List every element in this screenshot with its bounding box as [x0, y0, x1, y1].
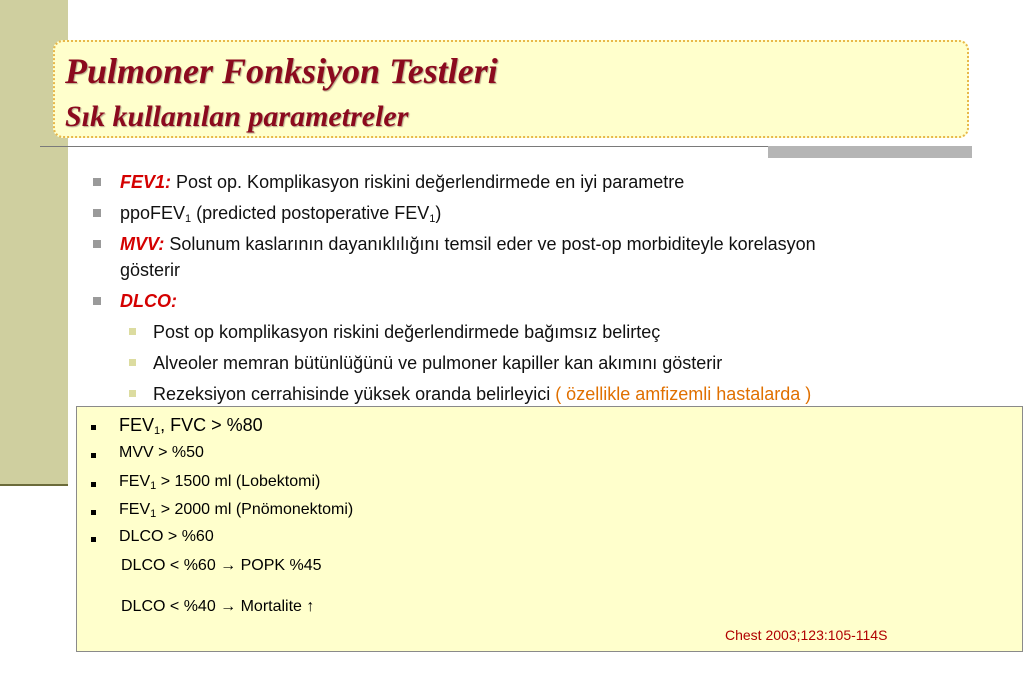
criteria-bullet-icon — [91, 510, 96, 515]
ppo-sub2: 1 — [429, 213, 436, 225]
criteria-mvv: MVV > %50 — [119, 444, 204, 461]
c7-text-b: Mortalite — [236, 598, 307, 615]
arrow-right-icon: → — [220, 557, 237, 574]
arrow-right-icon: → — [220, 598, 237, 615]
c6-text-a: DLCO < %60 — [121, 557, 221, 574]
term-dlco: DLCO: — [120, 291, 177, 311]
dlco-sub3-highlight: ( özellikle amfizemli hastalarda ) — [555, 384, 812, 404]
left-decor-line — [0, 484, 68, 486]
bullet-dlco — [120, 288, 177, 314]
bullet-square-icon — [93, 178, 101, 186]
ppo-sub1: 1 — [185, 213, 192, 225]
c4-text-b: > 2000 ml (Pnömonektomi) — [156, 501, 354, 518]
c3-text-a: FEV — [119, 473, 151, 490]
criteria-fev1-fvc — [119, 415, 263, 436]
criteria-box — [76, 406, 1023, 652]
bullet-mvv — [120, 231, 816, 257]
c4-text-a: FEV — [119, 501, 151, 518]
fev1-text: Post op. Komplikasyon riskini değerlendirmede en iyi parametre — [171, 172, 685, 192]
bullet-square-icon — [93, 297, 101, 305]
c6-text-b: POPK %45 — [236, 557, 322, 574]
dlco-sub3-text: Rezeksiyon cerrahisinde yüksek oranda belirleyici — [153, 384, 556, 404]
dlco-subitem-2: Alveoler memran bütünlüğünü ve pulmoner kapiller kan akımını gösterir — [153, 353, 723, 373]
term-fev1: FEV1: — [120, 172, 172, 192]
c1-text-a: FEV — [119, 415, 155, 435]
sub-bullet-square-icon — [129, 390, 136, 397]
dlco-subitem-1: Post op komplikasyon riskini değerlendirmede bağımsız belirteç — [153, 322, 661, 342]
criteria-bullet-icon — [91, 453, 96, 458]
arrow-up-icon: ↑ — [306, 598, 315, 615]
dlco-subitem-3 — [153, 381, 811, 407]
term-mvv: MVV: — [120, 234, 165, 254]
bullet-ppofev1 — [120, 200, 441, 226]
criteria-bullet-icon — [91, 482, 96, 487]
title-box — [53, 40, 969, 138]
slide-title: Pulmoner Fonksiyon Testleri — [65, 51, 498, 91]
c3-sub: 1 — [150, 480, 157, 492]
criteria-bullet-icon — [91, 425, 96, 430]
mvv-text: Solunum kaslarının dayanıklılığını temsil eder ve post-op morbiditeyle korelasyon — [164, 234, 816, 254]
ppo-text-c: ) — [435, 203, 442, 223]
criteria-bullet-icon — [91, 537, 96, 542]
c3-text-b: > 1500 ml (Lobektomi) — [156, 473, 321, 490]
ppo-text-a: ppoFEV — [120, 203, 186, 223]
c1-sub: 1 — [154, 425, 161, 437]
criteria-fev1-pneumonectomy — [119, 501, 353, 519]
reference-citation: Chest 2003;123:105-114S — [725, 627, 888, 643]
sub-bullet-square-icon — [129, 328, 136, 335]
criteria-dlco-mortality — [121, 598, 314, 616]
ppo-text-b: (predicted postoperative FEV — [191, 203, 430, 223]
criteria-dlco: DLCO > %60 — [119, 528, 214, 545]
criteria-fev1-lobectomy — [119, 473, 320, 491]
bullet-square-icon — [93, 209, 101, 217]
bullet-fev1 — [120, 169, 684, 195]
criteria-dlco-popk — [121, 557, 322, 575]
sub-bullet-square-icon — [129, 359, 136, 366]
c4-sub: 1 — [150, 508, 157, 520]
mvv-text-continued: gösterir — [120, 260, 181, 280]
divider-bar — [768, 146, 972, 158]
c7-text-a: DLCO < %40 — [121, 598, 221, 615]
slide-subtitle: Sık kullanılan parametreler — [65, 100, 409, 133]
c1-text-b: , FVC > %80 — [160, 415, 263, 435]
bullet-square-icon — [93, 240, 101, 248]
